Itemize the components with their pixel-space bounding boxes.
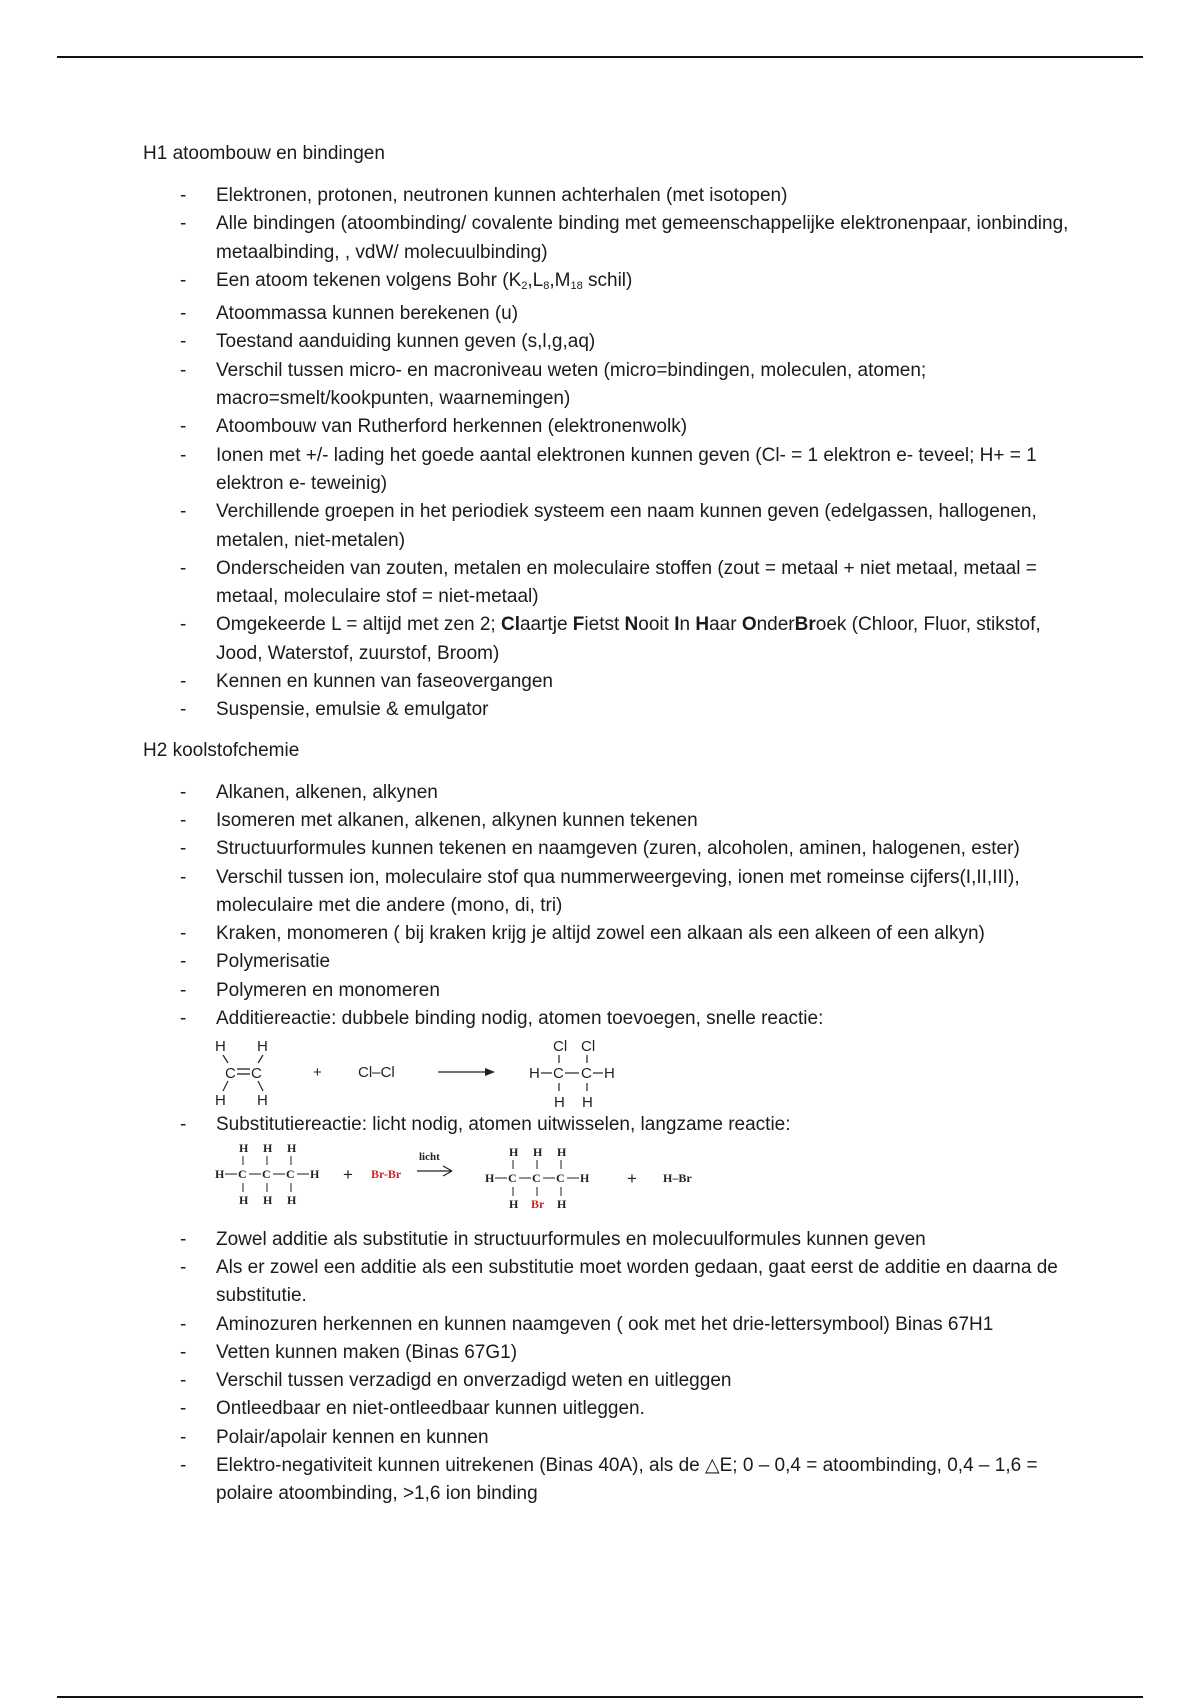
list-item: - Een atoom tekenen volgens Bohr ($K_2,L_8,M_{18}$ schil): [143, 267, 1073, 300]
svg-text:C: C: [262, 1166, 271, 1181]
svg-text:C: C: [532, 1170, 541, 1185]
list-item: - Vetten kunnen maken (Binas 67G1): [143, 1339, 1073, 1367]
svg-text:H: H: [509, 1196, 519, 1211]
plus-sign: +: [343, 1164, 353, 1184]
list-item: - Ionen met +/- lading het goede aantal elektronen kunnen geven (Cl- = 1 elektron e- teveel; H+ = 1 elektron e- teweinig): [143, 442, 1073, 499]
svg-text:H: H: [310, 1166, 320, 1181]
list-item: - Atoommassa kunnen berekenen (u): [143, 300, 1073, 328]
list-item: - Toestand aanduiding kunnen geven (s,l,g,aq): [143, 328, 1073, 356]
list-item: - Additiereactie: dubbele binding nodig, atomen toevoegen, snelle reactie:: [143, 1005, 1073, 1033]
list-item: - Structuurformules kunnen tekenen en naamgeven (zuren, alcoholen, aminen, halogenen, ester): [143, 835, 1073, 863]
product-h-right: H: [604, 1065, 615, 1083]
product-cl-left: Cl: [553, 1038, 568, 1056]
list-item: - Elektronen, protonen, neutronen kunnen achterhalen (met isotopen): [143, 182, 1073, 210]
ethene-c-left: C: [225, 1065, 236, 1083]
svg-text:C: C: [238, 1166, 247, 1181]
bond: [258, 1081, 263, 1091]
list-item: - Alle bindingen (atoombinding/ covalente binding met gemeenschappelijke elektronenpaar, ionbinding, metaalbinding, , vdW/ molecuulbinding): [143, 210, 1073, 267]
ethene-h-bottom-left: H: [215, 1092, 226, 1110]
product-h-bottom-right: H: [582, 1094, 593, 1112]
list-item: - Suspensie, emulsie & emulgator: [143, 696, 1073, 724]
list-item: - Omgekeerde L = altijd met zen 2; Claartje Fietst Nooit In Haar OnderBroek (Chloor, Fluor, stikstof, Jood, Waterstof, zuurstof, Broom): [143, 611, 1073, 668]
list-item: - Verschil tussen ion, moleculaire stof qua nummerweergeving, ionen met romeinse cijfers(I,II,III), moleculaire met die andere (mono, di, tri): [143, 864, 1073, 921]
list-item: - Isomeren met alkanen, alkenen, alkynen kunnen tekenen: [143, 807, 1073, 835]
ethene-c-right: C: [251, 1065, 262, 1083]
list-item: - Verchillende groepen in het periodiek systeem een naam kunnen geven (edelgassen, hallogenen, metalen, niet-metalen): [143, 498, 1073, 555]
svg-text:C: C: [556, 1170, 565, 1185]
ethene-h-top-left: H: [215, 1038, 226, 1056]
svg-text:H: H: [509, 1144, 519, 1159]
product-cl-right: Cl: [581, 1038, 596, 1056]
light-label: licht: [419, 1150, 440, 1163]
svg-text:H: H: [263, 1192, 273, 1207]
svg-text:H: H: [215, 1166, 225, 1181]
list-item: - Zowel additie als substitutie in structuurformules en molecuulformules kunnen geven: [143, 1226, 1073, 1254]
reagent-cl-cl: Cl–Cl: [358, 1064, 395, 1082]
list-item: - Aminozuren herkennen en kunnen naamgeven ( ook met het drie-lettersymbool) Binas 67H1: [143, 1311, 1073, 1339]
addition-reaction-svg: [213, 1033, 653, 1111]
svg-text:H: H: [557, 1144, 567, 1159]
bond: [223, 1055, 228, 1063]
list-item: - Elektro-negativiteit kunnen uitrekenen (Binas 40A), als de △E; 0 – 0,4 = atoombinding, 0,4 – 1,6 = polaire atoombinding, >1,6 ion binding: [143, 1452, 1073, 1509]
list-item: - Verschil tussen micro- en macroniveau weten (micro=bindingen, moleculen, atomen; macro=smelt/kookpunten, waarnemingen): [143, 357, 1073, 414]
ethene-h-bottom-right: H: [257, 1092, 268, 1110]
list-item: - Als er zowel een additie als een substitutie moet worden gedaan, gaat eerst de additie en daarna de substitutie.: [143, 1254, 1073, 1311]
substitution-reaction-diagram: [213, 1140, 733, 1226]
list-item: - Polair/apolair kennen en kunnen: [143, 1424, 1073, 1452]
list-item: - Polymerisatie: [143, 948, 1073, 976]
svg-text:C: C: [286, 1166, 295, 1181]
list-item: - Verschil tussen verzadigd en onverzadigd weten en uitleggen: [143, 1367, 1073, 1395]
reagent-br-br: Br-Br: [371, 1166, 402, 1181]
svg-text:H: H: [580, 1170, 590, 1185]
reaction-arrow-head: [485, 1068, 495, 1076]
section-heading-h2: H2 koolstofchemie: [143, 739, 300, 761]
substitution-reaction-svg: [213, 1140, 733, 1226]
list-item: - Ontleedbaar en niet-ontleedbaar kunnen uitleggen.: [143, 1395, 1073, 1423]
svg-text:C: C: [508, 1170, 517, 1185]
h2-list-b: [143, 1111, 1073, 1139]
plus-sign: +: [627, 1168, 637, 1188]
list-item: - Atoombouw van Rutherford herkennen (elektronenwolk): [143, 413, 1073, 441]
svg-text:H: H: [557, 1196, 567, 1211]
product-c-left: C: [553, 1065, 564, 1083]
list-item: - Onderscheiden van zouten, metalen en moleculaire stoffen (zout = metaal + niet metaal, metaal = metaal, moleculaire stof = niet-metaal): [143, 555, 1073, 612]
bond: [223, 1081, 228, 1091]
section-heading-h1: H1 atoombouw en bindingen: [143, 143, 385, 164]
document-body: [143, 140, 1073, 1509]
svg-text:H: H: [239, 1140, 249, 1155]
top-rule: [57, 56, 1143, 58]
bottom-rule: [57, 1696, 1143, 1698]
list-item: - Alkanen, alkenen, alkynen: [143, 779, 1073, 807]
h2-list: [143, 779, 1073, 1034]
list-item: - Kennen en kunnen van faseovergangen: [143, 668, 1073, 696]
svg-text:H: H: [287, 1140, 297, 1155]
product-c-right: C: [581, 1065, 592, 1083]
product-hbr: H–Br: [663, 1170, 692, 1185]
ethene-h-top-right: H: [257, 1038, 268, 1056]
svg-text:H: H: [533, 1144, 543, 1159]
h1-list: [143, 182, 1073, 725]
list-item: - Polymeren en monomeren: [143, 977, 1073, 1005]
product-h-left: H: [529, 1065, 540, 1083]
bond: [258, 1055, 263, 1063]
svg-text:H: H: [485, 1170, 495, 1185]
h2-list-c: [143, 1226, 1073, 1509]
plus-sign: +: [313, 1064, 322, 1082]
svg-text:H: H: [263, 1140, 273, 1155]
bromine-atom: Br: [531, 1196, 545, 1211]
product-h-bottom-left: H: [554, 1094, 565, 1112]
svg-text:H: H: [287, 1192, 297, 1207]
svg-text:H: H: [239, 1192, 249, 1207]
list-item: - Kraken, monomeren ( bij kraken krijg je altijd zowel een alkaan als een alkeen of een alkyn): [143, 920, 1073, 948]
list-item: - Substitutiereactie: licht nodig, atomen uitwisselen, langzame reactie:: [143, 1111, 1073, 1139]
addition-reaction-diagram: [213, 1033, 653, 1111]
